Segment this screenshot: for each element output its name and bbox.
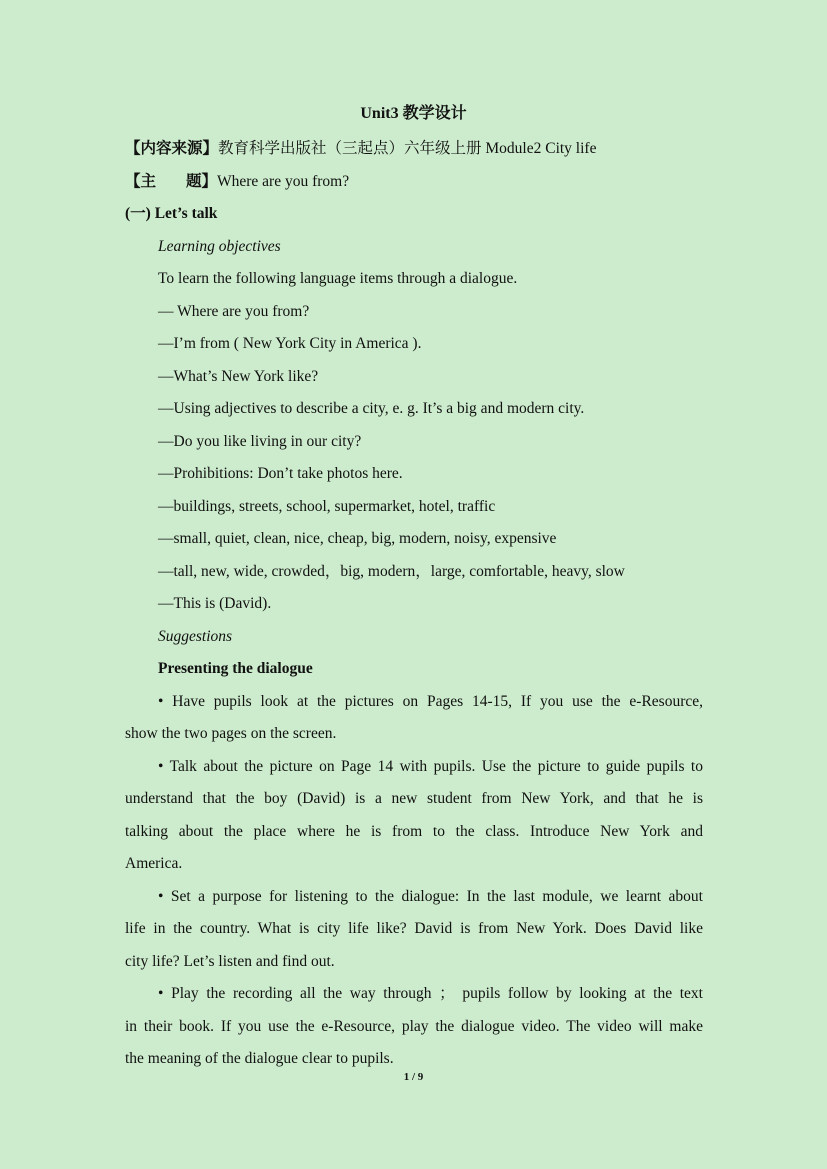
suggestions-heading: Suggestions (158, 628, 233, 645)
source-label: 【内容来源】 (125, 140, 219, 157)
source-text: 教育科学出版社（三起点）六年级上册 Module2 City life (218, 140, 597, 157)
objective-item: —small, quiet, clean, nice, cheap, big, modern, noisy, expensive (158, 530, 557, 547)
objective-item: —I’m from ( New York City in America ). (158, 335, 422, 352)
paragraph-4-line-3: the meaning of the dialogue clear to pupils. (125, 1050, 394, 1067)
paragraph-3-line-2: life in the country. What is city life like? David is from New York. Does David like (125, 920, 703, 937)
objectives-heading: Learning objectives (158, 238, 281, 255)
topic-label-open: 【主 (125, 173, 157, 190)
section-heading-lets-talk: (一) Let’s talk (125, 205, 218, 222)
paragraph-4-line-2: in their book. If you use the e-Resource, play the dialogue video. The video will make (125, 1018, 703, 1035)
objective-item: —tall, new, wide, crowded，big, modern，large, comfortable, heavy, slow (158, 563, 625, 580)
topic-line (125, 172, 349, 192)
document-title: Unit3 教学设计 (360, 105, 467, 122)
paragraph-3-line-1: • Set a purpose for listening to the dialogue: In the last module, we learnt about (158, 888, 703, 905)
paragraph-1-line-2: show the two pages on the screen. (125, 725, 337, 742)
objective-item: — Where are you from? (158, 303, 310, 320)
presenting-heading: Presenting the dialogue (158, 660, 313, 677)
topic-label (125, 172, 217, 192)
objective-item: —Prohibitions: Don’t take photos here. (158, 465, 403, 482)
paragraph-2-line-2: understand that the boy (David) is a new student from New York, and that he is (125, 790, 703, 807)
paragraph-4-line-1: • Play the recording all the way through ； pupils follow by looking at the text (158, 985, 703, 1002)
source-line (125, 139, 596, 159)
objectives-intro: To learn the following language items through a dialogue. (158, 270, 518, 287)
paragraph-3-line-3: city life? Let’s listen and find out. (125, 953, 335, 970)
objective-item: —Using adjectives to describe a city, e. g. It’s a big and modern city. (158, 400, 585, 417)
paragraph-1-line-1: • Have pupils look at the pictures on Pages 14-15, If you use the e-Resource, (158, 693, 703, 710)
objective-item: —buildings, streets, school, supermarket, hotel, traffic (158, 498, 496, 515)
objective-item: —This is (David). (158, 595, 272, 612)
page-number: 1 / 9 (403, 1071, 424, 1083)
objective-item: —Do you like living in our city? (158, 433, 362, 450)
paragraph-2-line-1: • Talk about the picture on Page 14 with pupils. Use the picture to guide pupils to (158, 758, 703, 775)
paragraph-2-line-4: America. (125, 855, 183, 872)
objective-item: —What’s New York like? (158, 368, 319, 385)
topic-text: Where are you from? (217, 173, 350, 190)
paragraph-2-line-3: talking about the place where he is from to the class. Introduce New York and (125, 823, 703, 840)
topic-label-close: 题】 (185, 173, 217, 190)
